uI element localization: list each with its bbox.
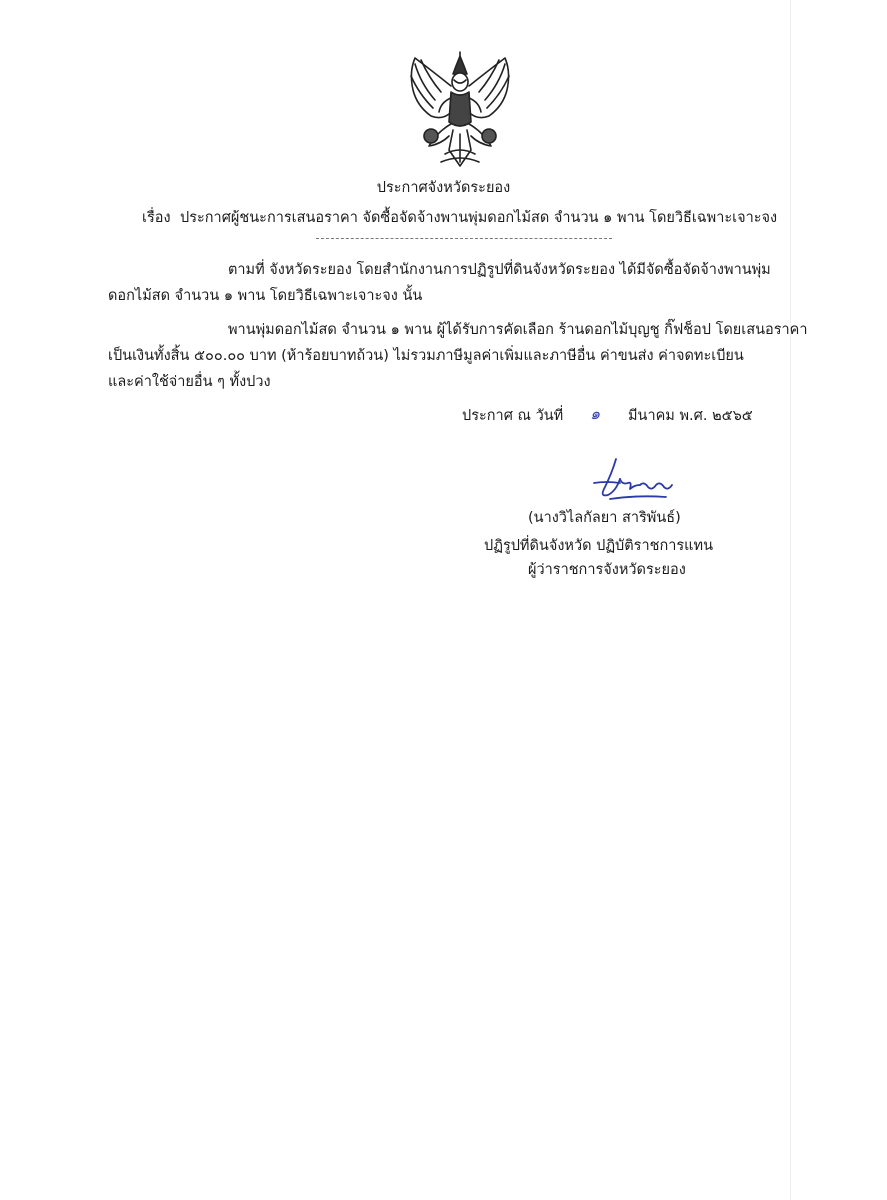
signatory-position: ปฏิรูปที่ดินจังหวัด ปฏิบัติราชการแทน: [484, 538, 713, 554]
subject-label: เรื่อง: [142, 210, 171, 226]
paragraph-2-line-3: และค่าใช้จ่ายอื่น ๆ ทั้งปวง: [108, 374, 271, 390]
title-separator: [316, 238, 612, 239]
signatory-on-behalf: ผู้ว่าราชการจังหวัดระยอง: [528, 562, 686, 578]
announcement-date-month-year: มีนาคม พ.ศ. ๒๕๖๕: [628, 408, 753, 424]
announcement-date-prefix: ประกาศ ณ วันที่: [462, 408, 564, 424]
announcement-title: ประกาศจังหวัดระยอง: [376, 180, 511, 196]
announcement-date-day: ๑: [590, 404, 601, 423]
garuda-emblem: [401, 50, 519, 172]
paragraph-2-line-2: เป็นเงินทั้งสิ้น ๕๐๐.๐๐ บาท (ห้าร้อยบาทถ้วน) ไม่รวมภาษีมูลค่าเพิ่มและภาษีอื่น ค่าขนส่ง ค่าจดทะเบียน: [108, 348, 744, 364]
signatory-name: (นางวิไลกัลยา สาริพันธ์): [528, 510, 681, 526]
paragraph-1-line-1: ตามที่ จังหวัดระยอง โดยสำนักงานการปฏิรูปที่ดินจังหวัดระยอง ได้มีจัดซื้อจัดจ้างพานพุ่ม: [228, 262, 771, 278]
signature: [586, 455, 686, 505]
paragraph-1-line-2: ดอกไม้สด จำนวน ๑ พาน โดยวิธีเฉพาะเจาะจง นั้น: [108, 288, 423, 304]
paragraph-2-line-1: พานพุ่มดอกไม้สด จำนวน ๑ พาน ผู้ได้รับการคัดเลือก ร้านดอกไม้บุญชู กิ๊ฟช็อป โดยเสนอราคา: [228, 322, 808, 338]
subject-text: ประกาศผู้ชนะการเสนอราคา จัดซื้อจัดจ้างพานพุ่มดอกไม้สด จำนวน ๑ พาน โดยวิธีเฉพาะเจาะจง: [180, 210, 778, 226]
